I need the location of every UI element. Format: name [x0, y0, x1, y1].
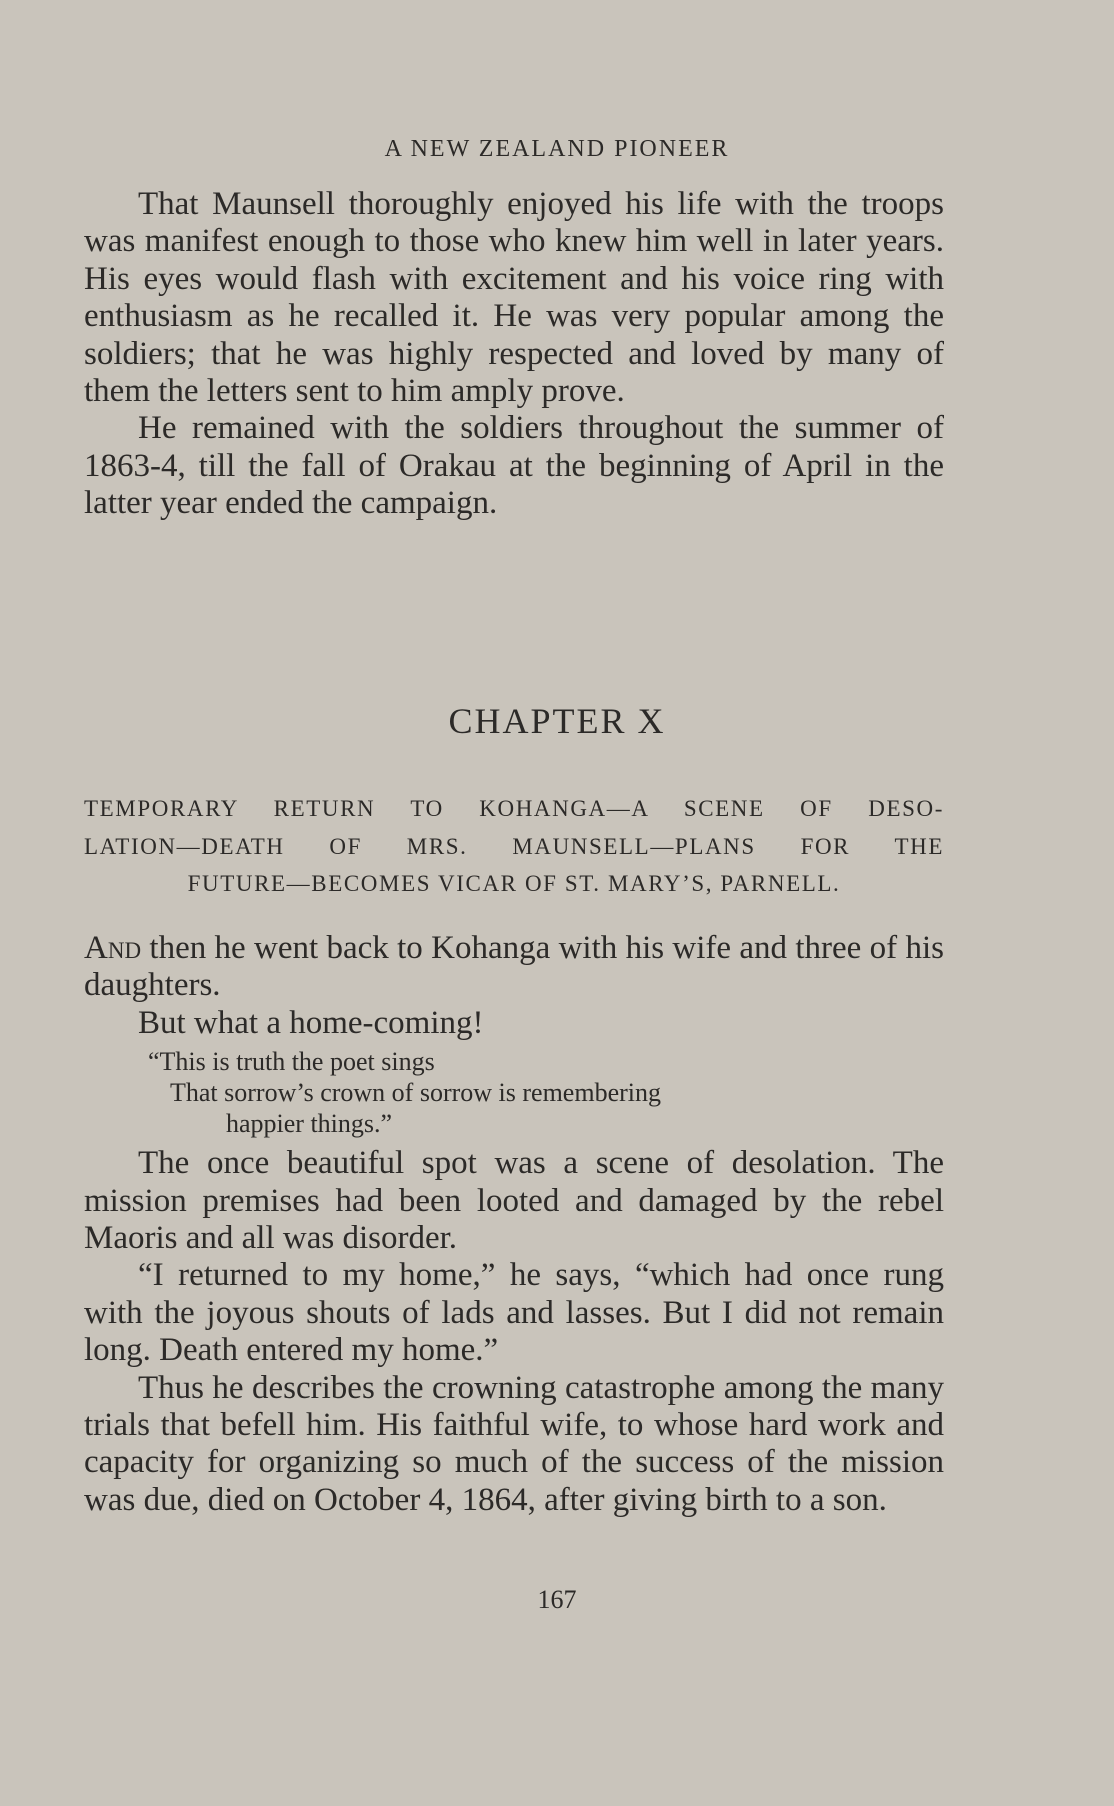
- paragraph-catastrophe: Thus he describes the crowning catastrophe among the many trials that befell him. His faithful wife, to whose hard work and capacity for organizing so much of the success of the mission was due, died on October 4, 1864, after giving birth to a son.: [84, 1369, 944, 1518]
- synopsis-line: LATION—DEATH OF MRS. MAUNSELL—PLANS FOR THE: [84, 833, 944, 859]
- paragraph-return: [84, 930, 944, 1005]
- verse-line: That sorrow’s crown of sorrow is remembering: [170, 1078, 661, 1108]
- chapter-body: [84, 930, 944, 1519]
- running-head: A NEW ZEALAND PIONEER: [384, 136, 730, 162]
- paragraph-return-text: then he went back to Kohanga with his wife and three of his daughters.: [84, 930, 944, 1004]
- paragraph-orakau: He remained with the soldiers throughout the summer of 1863-4, till the fall of Orakau at the beginning of April in the latter year ended the campaign.: [84, 410, 944, 522]
- verse-line: happier things.”: [226, 1109, 393, 1139]
- page-number: 167: [537, 1585, 577, 1614]
- paragraph-troops: That Maunsell thoroughly enjoyed his life with the troops was manifest enough to those who knew him well in later years. His eyes would flash with excitement and his voice ring with enthusiasm as he recalled it. He was very popular among the soldiers; that he was highly respected and loved by many of them the letters sent to him amply prove.: [84, 186, 944, 410]
- chapter-synopsis: [84, 790, 944, 903]
- paragraph-home-coming: But what a home-coming!: [138, 1004, 484, 1041]
- top-text-block: [84, 186, 944, 523]
- paragraph-quote-home: “I returned to my home,” he says, “which had once rung with the joyous shouts of lads and lasses. But I did not remain long. Death entered my home.”: [84, 1257, 944, 1369]
- synopsis-line: TEMPORARY RETURN TO KOHANGA—A SCENE OF DESO-: [84, 796, 944, 821]
- paragraph-desolation: The once beautiful spot was a scene of desolation. The mission premises had been looted and damaged by the rebel Maoris and all was disorder.: [84, 1145, 944, 1257]
- synopsis-line: FUTURE—BECOMES VICAR OF ST. MARY’S, PARNELL.: [187, 871, 841, 896]
- opening-word: And: [84, 930, 142, 966]
- chapter-title: CHAPTER X: [448, 701, 666, 741]
- verse-line: “This is truth the poet sings: [148, 1047, 435, 1077]
- verse-quotation: [84, 1046, 944, 1139]
